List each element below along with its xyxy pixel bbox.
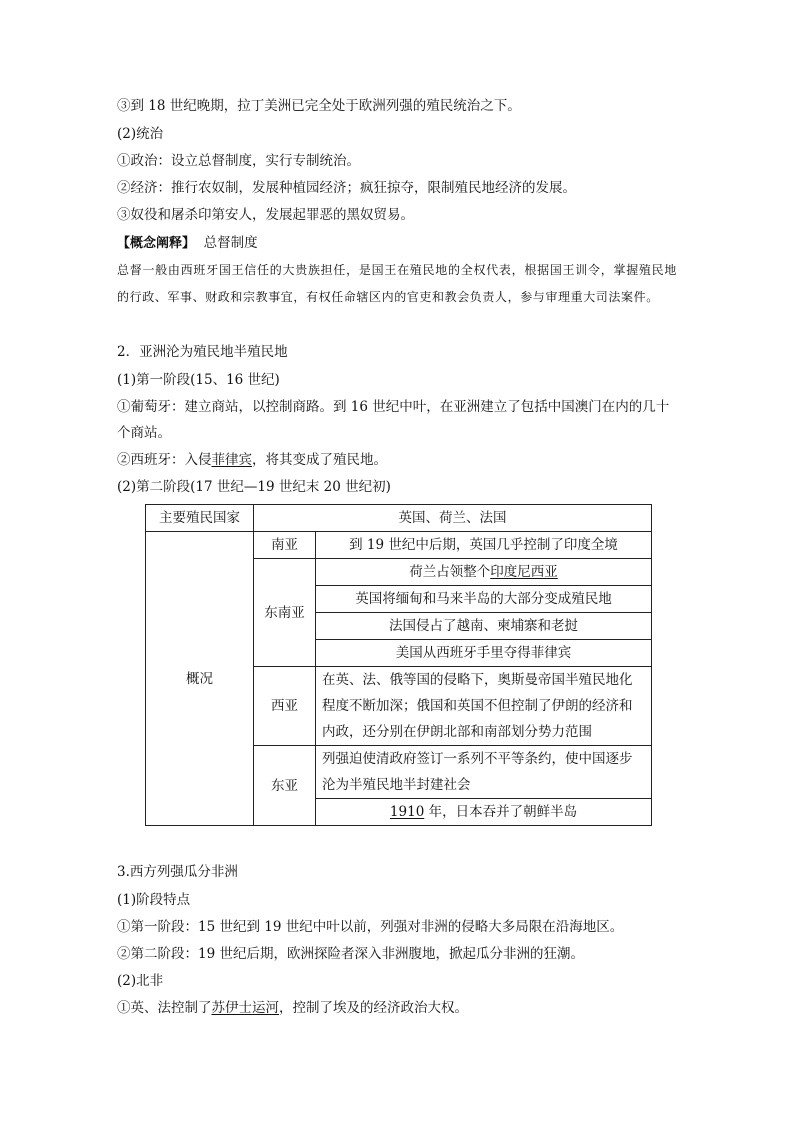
subheading-stage-1: (1)第一阶段(15、16 世纪) [117,372,280,388]
detail-cell: 到 19 世纪中后期，英国几乎控制了印度全境 [316,532,652,559]
detail-cell: 美国从西班牙手里夺得菲律宾 [316,640,652,667]
underlined-year: 1910 [389,804,425,820]
concept-body: 总督一般由西班牙国王信任的大贵族担任，是国王在殖民地的全权代表，根据国王训令，掌握殖民地的行政、军事、财政和宗教事宜，有权任命辖区内的官吏和教会负责人，参与审理重大司法案件。 [117,263,677,304]
text-line: ①政治：设立总督制度，实行专制统治。 [117,153,360,169]
text-fragment: ②西班牙：入侵 [117,452,212,468]
underlined-term: 苏伊士运河 [211,1000,279,1016]
table-header-row [146,505,652,532]
detail-cell: 列强迫使清政府签订一系列不平等条约，使中国逐步沦为半殖民地半封建社会 [316,746,652,799]
detail-cell: 英国将缅甸和马来半岛的大部分变成殖民地 [316,586,652,613]
text-line: ③奴役和屠杀印第安人，发展起罪恶的黑奴贸易。 [117,207,414,223]
text-line [117,450,387,470]
subheading-north-africa: (2)北非 [117,973,164,989]
detail-cell: 法国侵占了越南、柬埔寨和老挝 [316,613,652,640]
text-line: ①第一阶段：15 世纪到 19 世纪中叶以前，列强对非洲的侵略大多局限在沿海地区。 [117,919,624,935]
concept-heading [117,233,258,254]
text-fragment: ①英、法控制了 [117,1000,212,1016]
underlined-term: 印度尼西亚 [490,564,558,580]
text-line: ①葡萄牙：建立商站，以控制商路。到 16 世纪中叶，在亚洲建立了包括中国澳门在内的几十 [117,399,670,415]
underlined-term: 菲律宾 [211,452,252,468]
colonial-asia-table [145,504,652,826]
concept-tag: 【概念阐释】 [117,236,196,251]
region-cell-southeast-asia: 东南亚 [254,559,316,667]
region-cell-east-asia: 东亚 [254,746,316,826]
detail-cell [316,799,652,826]
subheading-stage-traits: (1)阶段特点 [117,892,191,908]
text-line: ②第二阶段：19 世纪后期，欧洲探险者深入非洲腹地，掀起瓜分非洲的狂潮。 [117,946,584,962]
subheading-rule: (2)统治 [117,126,164,142]
text-line: ②经济：推行农奴制，发展种植园经济；疯狂掠夺，限制殖民地经济的发展。 [117,180,576,196]
subheading-stage-2: (2)第二阶段(17 世纪—19 世纪末 20 世纪初) [117,479,391,495]
table-row [146,532,652,559]
text-line [117,998,468,1018]
region-cell-west-asia: 西亚 [254,667,316,746]
header-value-cell: 英国、荷兰、法国 [254,505,652,532]
region-cell-south-asia: 南亚 [254,532,316,559]
detail-cell: 在英、法、俄等国的侵略下，奥斯曼帝国半殖民地化程度不断加深；俄国和英国不但控制了伊朗的经济和内政，还分别在伊朗北部和南部划分势力范围 [316,667,652,746]
text-fragment: 年，日本吞并了朝鲜半岛 [424,804,578,820]
text-line: ③到 18 世纪晚期，拉丁美洲已完全处于欧洲列强的殖民统治之下。 [117,98,521,114]
text-fragment: ，控制了埃及的经济政治大权。 [279,1000,468,1016]
concept-term: 总督制度 [203,235,258,251]
section-heading-africa: 3.西方列强瓜分非洲 [117,864,238,880]
text-fragment: 荷兰占领整个 [409,564,491,580]
text-line: 个商站。 [117,425,171,441]
detail-cell [316,559,652,586]
header-label-cell: 主要殖民国家 [146,505,254,532]
overview-cell: 概况 [146,532,254,826]
text-fragment: ，将其变成了殖民地。 [252,452,387,468]
section-heading-asia: 2．亚洲沦为殖民地半殖民地 [117,344,288,360]
